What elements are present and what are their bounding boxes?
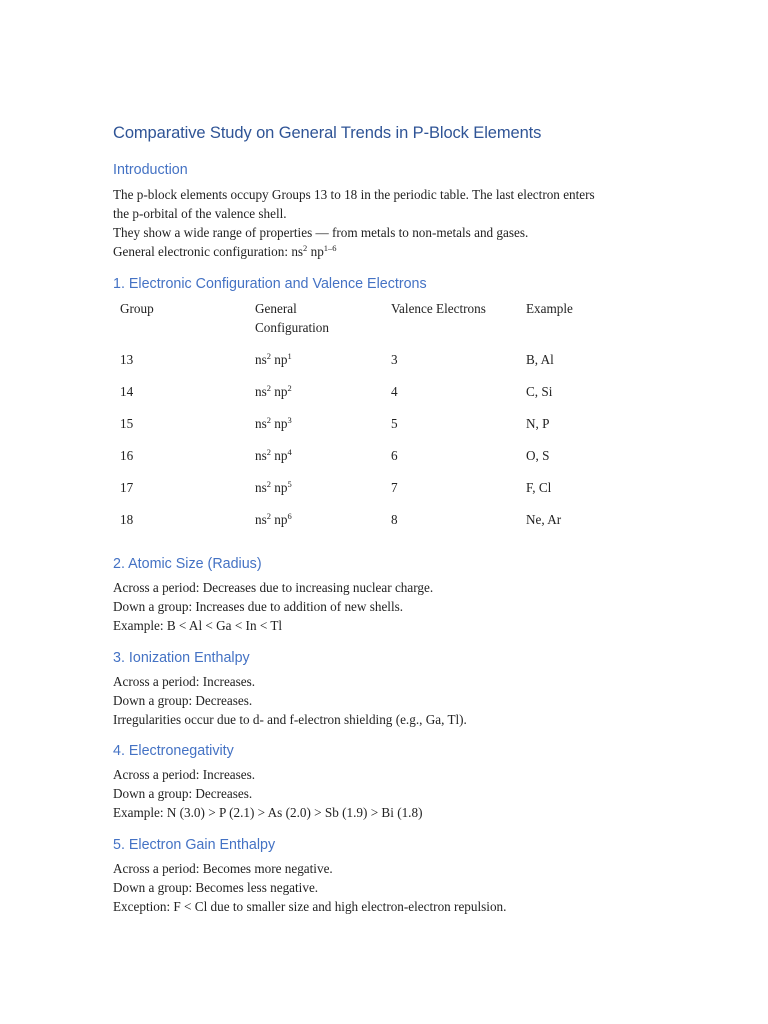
cell-example: N, P xyxy=(526,416,550,431)
section5-line: Exception: F < Cl due to smaller size and high electron-electron repulsion. xyxy=(113,899,507,914)
intro-line: The p-block elements occupy Groups 13 to 18 in the periodic table. The last electron enters xyxy=(113,187,595,202)
cell-group: 16 xyxy=(120,448,134,463)
section2-heading: 2. Atomic Size (Radius) xyxy=(113,556,262,572)
cell-configuration: $ns^2$ $np^4$ xyxy=(255,447,292,463)
section2-line: Down a group: Increases due to addition of new shells. xyxy=(113,599,404,614)
section5-line: Across a period: Becomes more negative. xyxy=(113,861,333,876)
section5-line: Down a group: Becomes less negative. xyxy=(113,880,319,895)
cell-group: 13 xyxy=(120,352,134,367)
section3-paragraph xyxy=(113,672,467,729)
cell-example: C, Si xyxy=(526,384,553,399)
cell-configuration: $ns^2$ $np^2$ xyxy=(255,383,292,399)
table-header-group: Group xyxy=(120,301,154,316)
section3-line: Irregularities occur due to d- and f-electron shielding (e.g., Ga, Tl). xyxy=(113,712,467,727)
section5-paragraph xyxy=(113,859,506,916)
section4-line: Down a group: Decreases. xyxy=(113,786,253,801)
table-header-example: Example xyxy=(526,301,573,316)
section2-line: Example: B < Al < Ga < In < Tl xyxy=(113,618,283,633)
section1-heading: 1. Electronic Configuration and Valence Electrons xyxy=(113,276,427,292)
cell-group: 17 xyxy=(120,480,134,495)
intro-line: the p-orbital of the valence shell. xyxy=(113,206,287,221)
cell-configuration: $ns^2$ $np^1$ xyxy=(255,351,292,367)
cell-example: B, Al xyxy=(526,352,554,367)
section4-line: Example: N (3.0) > P (2.1) > As (2.0) > Sb (1.9) > Bi (1.8) xyxy=(113,805,423,820)
table-header-configuration: Configuration xyxy=(255,320,329,335)
section4-heading: 4. Electronegativity xyxy=(113,743,234,759)
cell-configuration: $ns^2$ $np^6$ xyxy=(255,511,292,527)
table-header-general: General xyxy=(255,301,297,316)
cell-group: 18 xyxy=(120,512,134,527)
table-header-valence: Valence Electrons xyxy=(391,301,486,316)
section4-line: Across a period: Increases. xyxy=(113,767,256,782)
section3-heading: 3. Ionization Enthalpy xyxy=(113,650,250,666)
cell-valence: 6 xyxy=(391,448,398,463)
cell-example: Ne, Ar xyxy=(526,512,562,527)
section3-line: Across a period: Increases. xyxy=(113,674,256,689)
cell-valence: 7 xyxy=(391,480,398,495)
section2-line: Across a period: Decreases due to increasing nuclear charge. xyxy=(113,580,434,595)
section3-line: Down a group: Decreases. xyxy=(113,693,253,708)
cell-valence: 5 xyxy=(391,416,398,431)
intro-config-line: General electronic configuration: $ns^2$ $np^{1-6}$ xyxy=(113,243,337,259)
cell-valence: 8 xyxy=(391,512,398,527)
intro-heading: Introduction xyxy=(113,162,188,178)
cell-valence: 4 xyxy=(391,384,398,399)
cell-example: F, Cl xyxy=(526,480,552,495)
document-title: Comparative Study on General Trends in P-Block Elements xyxy=(113,124,542,142)
section5-heading: 5. Electron Gain Enthalpy xyxy=(113,837,276,853)
cell-valence: 3 xyxy=(391,352,398,367)
cell-example: O, S xyxy=(526,448,550,463)
intro-line: They show a wide range of properties — from metals to non-metals and gases. xyxy=(113,225,529,240)
intro-paragraph xyxy=(113,185,595,261)
section4-paragraph xyxy=(113,765,422,822)
cell-configuration: $ns^2$ $np^3$ xyxy=(255,415,292,431)
cell-configuration: $ns^2$ $np^5$ xyxy=(255,479,292,495)
cell-group: 15 xyxy=(120,416,134,431)
cell-group: 14 xyxy=(120,384,134,399)
section2-paragraph xyxy=(113,578,433,635)
